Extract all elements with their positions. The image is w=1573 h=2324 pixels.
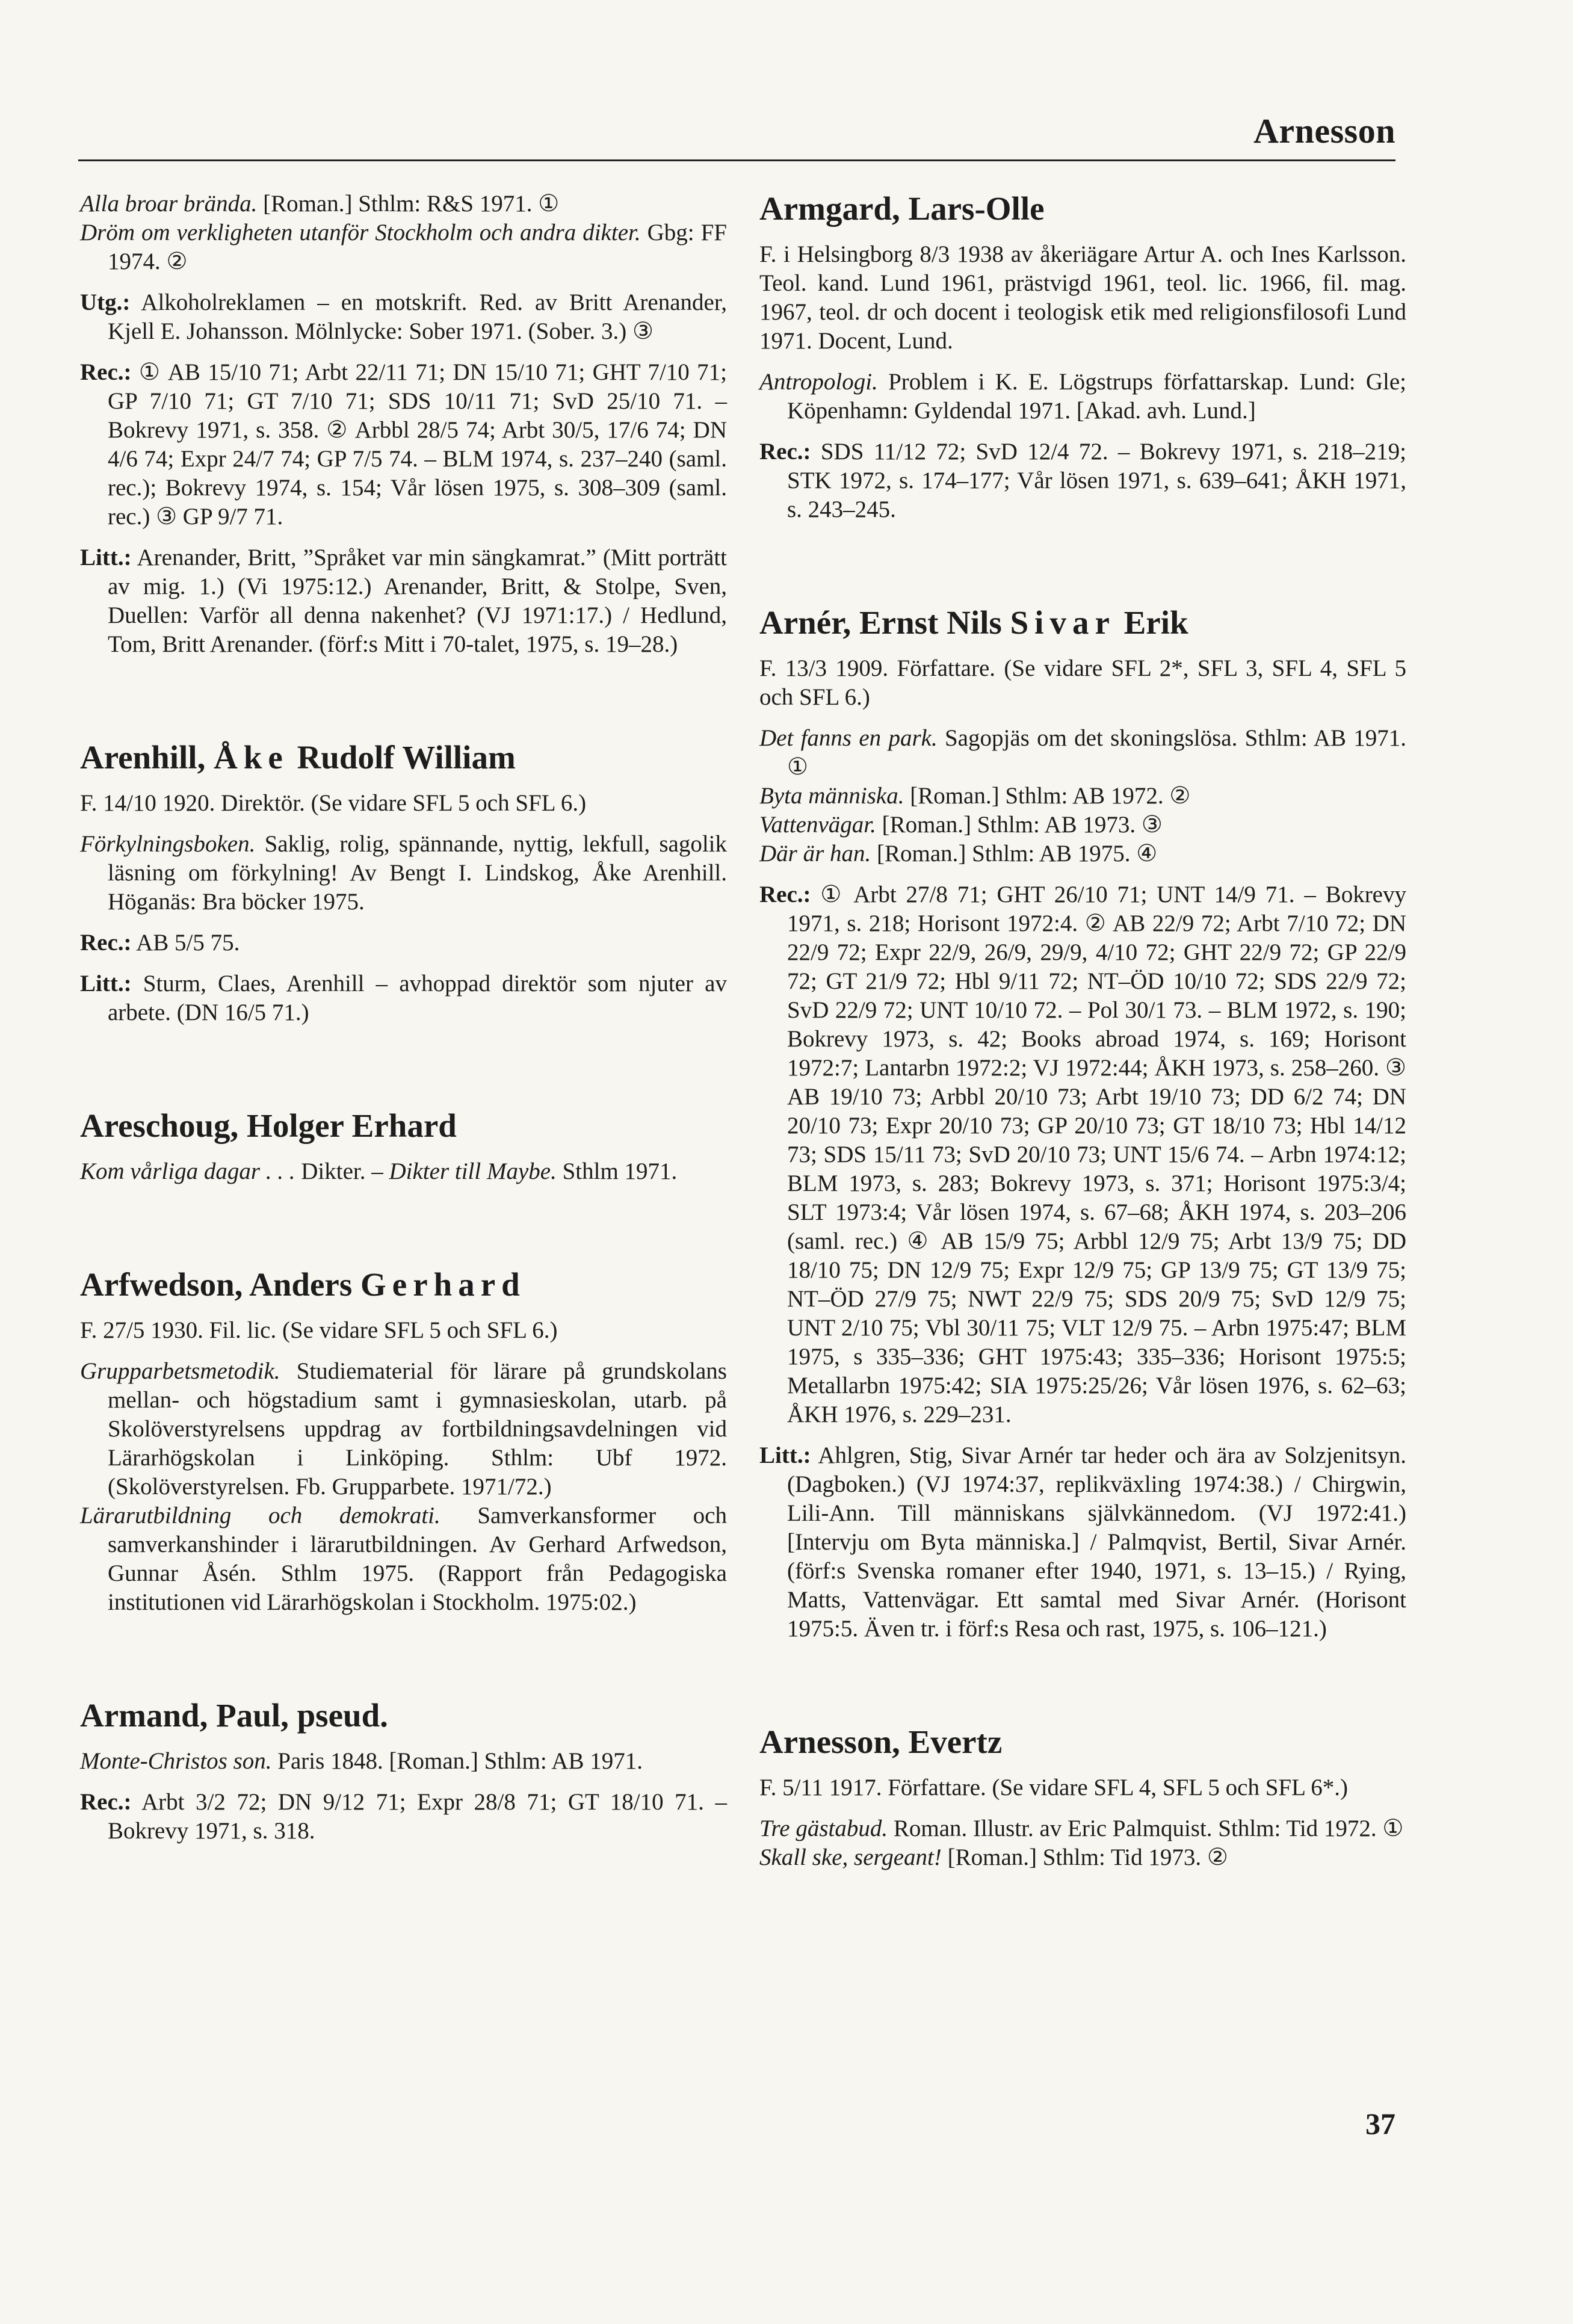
reviews-paragraph [80,929,727,957]
running-head: Arnesson [1253,111,1395,150]
entry-armgard [759,190,1406,524]
headword-called-name: Åke [214,739,289,776]
work-details: [Roman.] Sthlm: R&S 1971. ① [257,191,560,217]
entry-armand [80,1696,727,1846]
work-item [759,811,1406,839]
rec-text: ① Arbt 27/8 71; GHT 26/10 71; UNT 14/9 71. – Bokrevy 1971, s. 218; Horisont 1972:4. ② AB 22/9 72; Arbt 7/10 72; DN 22/9 72; Expr 22/9, 26/9, 29/9, 4/10 72; GHT 22/9 72; GP 22/9 72; GT 21/9 72; Hbl 9/11 72; NT–ÖD 10/10 72; SDS 22/9 72; SvD 22/9 72; UNT 10/10 72. – Pol 30/1 73. – BLM 1972, s. 190; Bokrevy 1973, s. 42; Books abroad 1974, s. 169; Horisont 1972:7; Lantarbn 1972:2; VJ 1972:44; ÅKH 1973, s. 258–260. ③ AB 19/10 73; Arbbl 20/10 73; Arbt 19/10 73; DD 6/2 74; DN 20/10 73; Expr 20/10 73; GP 20/10 73; GT 18/10 73; Hbl 14/12 73; SDS 15/11 73; SvD 20/10 73; UNT 15/6 74. – Arbn 1974:12; BLM 1973, s. 283; Bokrevy 1973, s. 371; Horisont 1975:3/4; SLT 1973:4; Vår lösen 1974, s. 67–68; ÅKH 1974, s. 203–206 (saml. rec.) ④ AB 15/9 75; Arbbl 12/9 75; Arbt 13/9 75; DD 18/10 75; DN 12/9 75; Expr 12/9 75; GP 13/9 75; GT 13/9 75; NT–ÖD 27/9 75; NWT 22/9 75; SDS 20/9 75; SvD 12/9 75; UNT 2/10 75; Vbl 30/11 75; VLT 12/9 75. – Arbn 1975:47; BLM 1975, s 335–336; GHT 1975:43; 335–336; Horisont 1975:5; Metallarbn 1975:42; SIA 1975:25/26; Vår lösen 1976, s. 62–63; ÅKH 1976, s. 229–231. [787,882,1406,1427]
work-details: Samverkansformer och samverkanshinder i lärarutbildningen. Av Gerhard Arfwedson, Gunnar Åsén. Sthlm 1975. (Rapport från Pedagogiska institutionen vid Lärarhögskolan i Stockholm. 1975:02.) [108,1503,727,1615]
reviews-paragraph [759,880,1406,1429]
work-details: Roman. Illustr. av Eric Palmquist. Sthlm: Tid 1972. ① [888,1816,1404,1841]
work-title: Dröm om verkligheten utanför Stockholm och andra dikter. [80,220,641,246]
headword-called-name: Sivar [1010,604,1116,641]
litt-text: Ahlgren, Stig, Sivar Arnér tar heder och ära av Solzjenitsyn. (Dagboken.) (VJ 1974:37, replikväxling 1974:38.) / Chirgwin, Lili-Ann. Till människans självkännedom. (VJ 1972:41.) [Intervju om Byta människa.] / Palmqvist, Bertil, Sivar Arnér. (förf:s Svenska romaner efter 1940, 1971, s. 13–15.) / Rying, Matts, Vattenvägar. Ett samtal med Sivar Arnér. (Horisont 1975:5. Även tr. i förf:s Resa och rast, 1975, s. 106–121.) [787,1442,1406,1642]
work-title: Alla broar brända. [80,191,258,217]
work-item [80,830,727,916]
right-column [759,190,1406,1884]
entry-headword: Arnesson, Evertz [759,1723,1003,1760]
work-item [80,190,727,218]
work-item [80,1747,727,1776]
literature-paragraph [759,1441,1406,1643]
headword-part: Arfwedson, Anders [80,1266,360,1303]
work-title: Antropologi. [759,369,878,395]
reviews-paragraph [80,1788,727,1846]
work-item [759,724,1406,782]
entry-arenhill [80,738,727,1027]
rec-text: AB 5/5 75. [131,930,240,956]
page-header [78,102,1395,161]
work-item [80,1357,727,1501]
work-details: Dikter. – [295,1158,389,1184]
work-title: Där är han. [759,841,871,867]
entry-headword [759,604,1406,642]
work-title: Det fanns en park. [759,725,938,751]
work-list [759,1814,1406,1872]
work-details: Sagopjäs om det skoningslösa. Sthlm: AB 1971. ① [787,725,1407,780]
work-title: Dikter till Maybe. [389,1158,557,1184]
editor-paragraph [80,288,727,346]
work-item [80,218,727,276]
work-list [80,1357,727,1617]
bio-paragraph: F. 13/3 1909. Författare. (Se vidare SFL 2*, SFL 3, SFL 4, SFL 5 och SFL 6.) [759,655,1406,710]
work-details: Gbg: FF 1974. ② [108,220,727,274]
rec-text: ① AB 15/10 71; Arbt 22/11 71; DN 15/10 71; GHT 7/10 71; GP 7/10 71; GT 7/10 71; SDS 10/11 71; SvD 25/10 71. – Bokrevy 1971, s. 358. ② Arbbl 28/5 74; Arbt 30/5, 17/6 74; DN 4/6 74; Expr 24/7 74; GP 7/5 74. – BLM 1974, s. 237–240 (saml. rec.); Bokrevy 1974, s. 154; Vår lösen 1975, s. 308–309 (saml. rec.) ③ GP 9/7 71. [108,359,727,530]
literature-paragraph [80,543,727,659]
rec-label: Rec.: [759,439,811,465]
work-title: Tre gästabud. [759,1816,888,1841]
rec-text: SDS 11/12 72; SvD 12/4 72. – Bokrevy 1971, s. 218–219; STK 1972, s. 174–177; Vår lösen 1971, s. 639–641; ÅKH 1971, s. 243–245. [787,439,1406,522]
page-number: 37 [1365,2107,1395,2140]
reviews-paragraph [80,358,727,531]
entry-arfwedson [80,1266,727,1617]
reviews-paragraph [759,437,1406,524]
work-title: Skall ske, sergeant! [759,1844,942,1870]
headword-part: Rudolf William [288,739,516,776]
work-title: Grupparbetsmetodik. [80,1358,280,1384]
work-details: [Roman.] Sthlm: AB 1975. ④ [871,841,1158,867]
work-details: [Roman.] Sthlm: AB 1973. ③ [876,812,1163,838]
work-details: Paris 1848. [Roman.] Sthlm: AB 1971. [271,1748,643,1774]
rec-label: Rec.: [80,359,132,385]
work-details: Studiematerial för lärare på grundskolans mellan- och högstadium samt i gymnasieskolan, utarb. på Skolöverstyrelsens uppdrag av fortbildningsavdelningen vid Lärarhögskolan i Linköping. Sthlm: Ubf 1972. (Skolöverstyrelsen. Fb. Grupparbete. 1971/72.) [108,1358,727,1500]
work-title: Vattenvägar. [759,812,876,838]
entry-areschoug [80,1107,727,1186]
work-item [759,782,1406,811]
work-item [759,368,1406,425]
headword-part: Erik [1115,604,1188,641]
work-details: [Roman.] Sthlm: AB 1972. ② [904,783,1191,809]
work-list [80,190,727,276]
rec-label: Rec.: [80,1789,132,1815]
headword-part: Arnér, Ernst Nils [759,604,1010,641]
litt-text: Sturm, Claes, Arenhill – avhoppad direktör som njuter av arbete. (DN 16/5 71.) [108,971,727,1025]
bio-paragraph: F. i Helsingborg 8/3 1938 av åkeriägare Artur A. och Ines Karlsson. Teol. kand. Lund 1961, prästvigd 1961, teol. lic. 1966, fil. mag. 1967, teol. dr och docent i teologisk etik med religionsfilosofi Lund 1971. Docent, Lund. [759,241,1406,354]
entry-headword: Areschoug, Holger Erhard [80,1107,457,1144]
utg-label: Utg.: [80,289,131,315]
work-title: Kom vårliga dagar . . . [80,1158,295,1184]
work-details: Problem i K. E. Lögstrups författarskap. Lund: Gle; Köpenhamn: Gyldendal 1971. [Akad. avh. Lund.] [787,369,1406,424]
work-item [759,839,1406,868]
work-item [80,1501,727,1617]
bio-paragraph: F. 14/10 1920. Direktör. (Se vidare SFL 5 och SFL 6.) [80,790,587,816]
litt-label: Litt.: [80,545,132,570]
entry-arenander-continued [80,190,727,659]
left-column [80,190,727,1858]
rec-text: Arbt 3/2 72; DN 9/12 71; Expr 28/8 71; GT 18/10 71. – Bokrevy 1971, s. 318. [108,1789,727,1844]
entry-headword [80,738,727,777]
entry-arnesson [759,1723,1406,1872]
entry-headword: Armand, Paul, pseud. [80,1697,388,1734]
rec-label: Rec.: [759,882,811,907]
litt-label: Litt.: [759,1442,811,1468]
litt-label: Litt.: [80,971,132,997]
work-item [759,1843,1406,1872]
entry-arner [759,604,1406,1643]
work-list [759,724,1406,868]
work-details: Sthlm 1971. [556,1158,678,1184]
utg-text: Alkoholreklamen – en motskrift. Red. av Britt Arenander, Kjell E. Johansson. Mölnlycke: Sober 1971. (Sober. 3.) ③ [108,289,727,344]
bio-paragraph: F. 27/5 1930. Fil. lic. (Se vidare SFL 5 och SFL 6.) [80,1317,558,1343]
bio-paragraph: F. 5/11 1917. Författare. (Se vidare SFL 4, SFL 5 och SFL 6*.) [759,1775,1348,1800]
rec-label: Rec.: [80,930,132,956]
work-item [80,1157,727,1186]
work-title: Monte-Christos son. [80,1748,272,1774]
entry-headword [80,1266,727,1304]
litt-text: Arenander, Britt, ”Språket var min sängkamrat.” (Mitt porträtt av mig. 1.) (Vi 1975:12.) Arenander, Britt, & Stolpe, Sven, Duellen: Varför all denna nakenhet? (VJ 1971:17.) / Hedlund, Tom, Britt Arenander. (förf:s Mitt i 70-talet, 1975, s. 19–28.) [108,545,727,657]
entry-headword: Armgard, Lars-Olle [759,190,1045,227]
literature-paragraph [80,969,727,1027]
work-title: Förkylningsboken. [80,831,256,857]
headword-called-name: Gerhard [360,1266,526,1303]
work-details: Saklig, rolig, spännande, nyttig, lekfull, sagolik läsning om förkylning! Av Bengt I. Lindskog, Åke Arenhill. Höganäs: Bra böcker 1975. [108,831,727,915]
work-title: Lärarutbildning och demokrati. [80,1503,440,1528]
work-item [759,1814,1406,1843]
headword-part: Arenhill, [80,739,214,776]
work-title: Byta människa. [759,783,904,809]
work-details: [Roman.] Sthlm: Tid 1973. ② [941,1844,1228,1870]
